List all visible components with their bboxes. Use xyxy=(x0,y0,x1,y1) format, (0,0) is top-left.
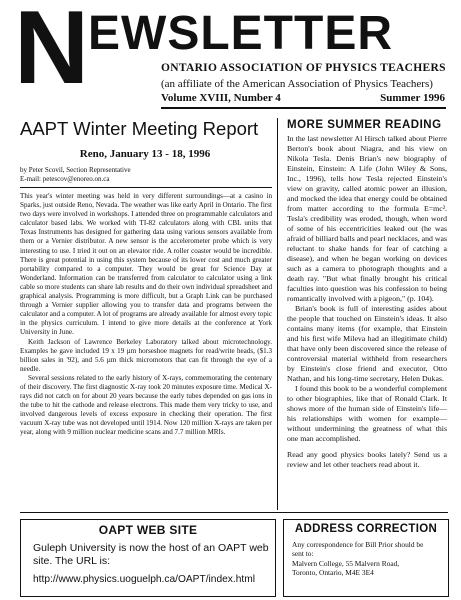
author-line: by Peter Scovil, Section Representative xyxy=(20,166,131,174)
oapt-web-site-box xyxy=(20,519,276,597)
issue-season: Summer 1996 xyxy=(380,92,445,104)
summer-reading-paragraph: In the last newsletter Al Hirsch talked about Pierre Berton's book about Niagra, and his view on Nikola Tesla. Denis Brian's new biography of Einstein, Einstein: A Life (John Wiley & Sons, Inc., 1996), tells how Tesla rejected Einstein's view on gravity, called atomic power an illusion, and mocked the idea that energy could be obtained from matter according to the formula E=mc². Tesla's credibility was eroded, though, when word of some of his eccentricities leaked out (he was afraid of billiard balls and pearl necklaces, and was reluctant to shake hands for fear of catching a disease), and when he began working on devices such as a camera to photograph thoughts and a death ray. "But what finally brought his critical faculties into question was his confession to being romantically involved with a pigeon," (p. 104). xyxy=(287,134,447,303)
volume-number: Volume XVIII, Number 4 xyxy=(161,92,281,104)
byline-rule xyxy=(20,187,272,188)
oapt-web-text: Guleph University is now the host of an OAPT web site. The URL is: xyxy=(33,542,269,567)
bottom-rule xyxy=(20,512,448,513)
author-email: E-mail: petescov@enoreo.on.ca xyxy=(20,175,110,183)
winter-report-body xyxy=(20,192,272,438)
masthead-rule xyxy=(161,107,446,109)
winter-report-paragraph: This year's winter meeting was held in very different surroundings—at a casino in Sparks, just outside Reno, Nevada. The weather was like early April in Ontario. The first two days were involved in workshops. I attended three on programmable calculators and calculator based labs. We worked with TI-82 calculators along with CBL units that Texas Instruments has designed for gathering data using various sensors available from them or a Vernier distributor. A new sensor is the accelerometer probe which is very interesting to use. I tried it out on an elevator ride. A roller coaster would be incredible. There is great potential in using this system because of its lower cost and much greater portability compared to a computer. They would be great for Science Day at Wonderland. Information can be transferred from calculator to calculator using a link cable so more students can share lab results and do their own individual spreadsheet and graphical analysis. Programming is more difficult, but a Graph Link can be purchased through a Vernier supplier allowing you to transfer data and programs between the calculator and a computer. A lot of programs are already available for almost every topic in the physics curriculum. I intend to give more details at the conference at York University in June. xyxy=(20,192,272,337)
oapt-web-url[interactable]: http://www.physics.uoguelph.ca/OAPT/index.html xyxy=(33,574,255,585)
winter-report-byline xyxy=(20,166,131,184)
winter-report-paragraph: Several sessions related to the early history of X-rays, commemorating the centenary of their discovery. The first diagnostic X-ray took 20 minutes exposure time. Medical X-rays did not catch on for about 20 years because the early tubes depended on gas ions in the tube to hit the cathode and release electrons. This made them very tricky to use, and involved dangerous levels of excess exposure in checking their operation. The first vacuum X-ray tube was not developed until 1914. Now 120 million X-rays are taken per year, along with 9 million nuclear medicine scans and 7.7 million MRIs. xyxy=(20,373,272,437)
summer-reading-paragraph: I found this book to be a wonderful complement to other biographies, like that of Ronald Clark. It shows more of the human side of Einstein's life—his relationships with women for example—without undermining the greatness of what this one man accomplished. xyxy=(287,384,447,443)
address-correction-text xyxy=(292,540,442,578)
column-divider xyxy=(277,118,278,510)
winter-report-paragraph: Keith Jackson of Lawrence Berkeley Laboratory talked about microtechnology. Examples he gave included 19 x 19 µm horseshoe magnets for read/write heads, ($1.3 billion sales in '92), and 5.6 µm thick micromotors that can fit through the eye of a needle. xyxy=(20,337,272,373)
summer-reading-title: MORE SUMMER READING xyxy=(287,119,442,131)
summer-reading-body xyxy=(287,134,447,470)
address-correction-box xyxy=(283,519,449,597)
address-line: sent to: xyxy=(292,549,314,559)
address-line: Toronto, Ontario, M4E 3E4 xyxy=(292,568,374,578)
organization-name: ONTARIO ASSOCIATION OF PHYSICS TEACHERS xyxy=(161,62,446,74)
address-line: Malvern College, 55 Malvern Road, xyxy=(292,558,400,568)
address-correction-title: ADDRESS CORRECTION xyxy=(294,523,438,535)
newsletter-logo: EWSLETTER xyxy=(88,7,393,60)
address-line: Any correspondence for Bill Prior should be xyxy=(292,540,424,549)
winter-report-subtitle: Reno, January 13 - 18, 1996 xyxy=(79,148,211,160)
summer-reading-paragraph: Brian's book is full of interesting asides about the people that touched on Einstein's ideas. It also contains many items (for example, that Einstein and his first wife Mileva had an illegitimate child) that have only been discovered since the release of controversial material withheld from researchers by Einstein's close friend and executor, Otto Nathan, and his long-time secretary, Helen Dukas. xyxy=(287,304,447,383)
newsletter-logo-initial: N xyxy=(14,0,88,106)
winter-report-title: AAPT Winter Meeting Report xyxy=(20,118,259,139)
oapt-web-title: OAPT WEB SITE xyxy=(98,523,198,537)
affiliate-note: (an affiliate of the American Association of Physics Teachers) xyxy=(161,78,433,90)
summer-reading-paragraph: Read any good physics books lately? Send us a review and let other teachers read about it. xyxy=(287,450,447,469)
